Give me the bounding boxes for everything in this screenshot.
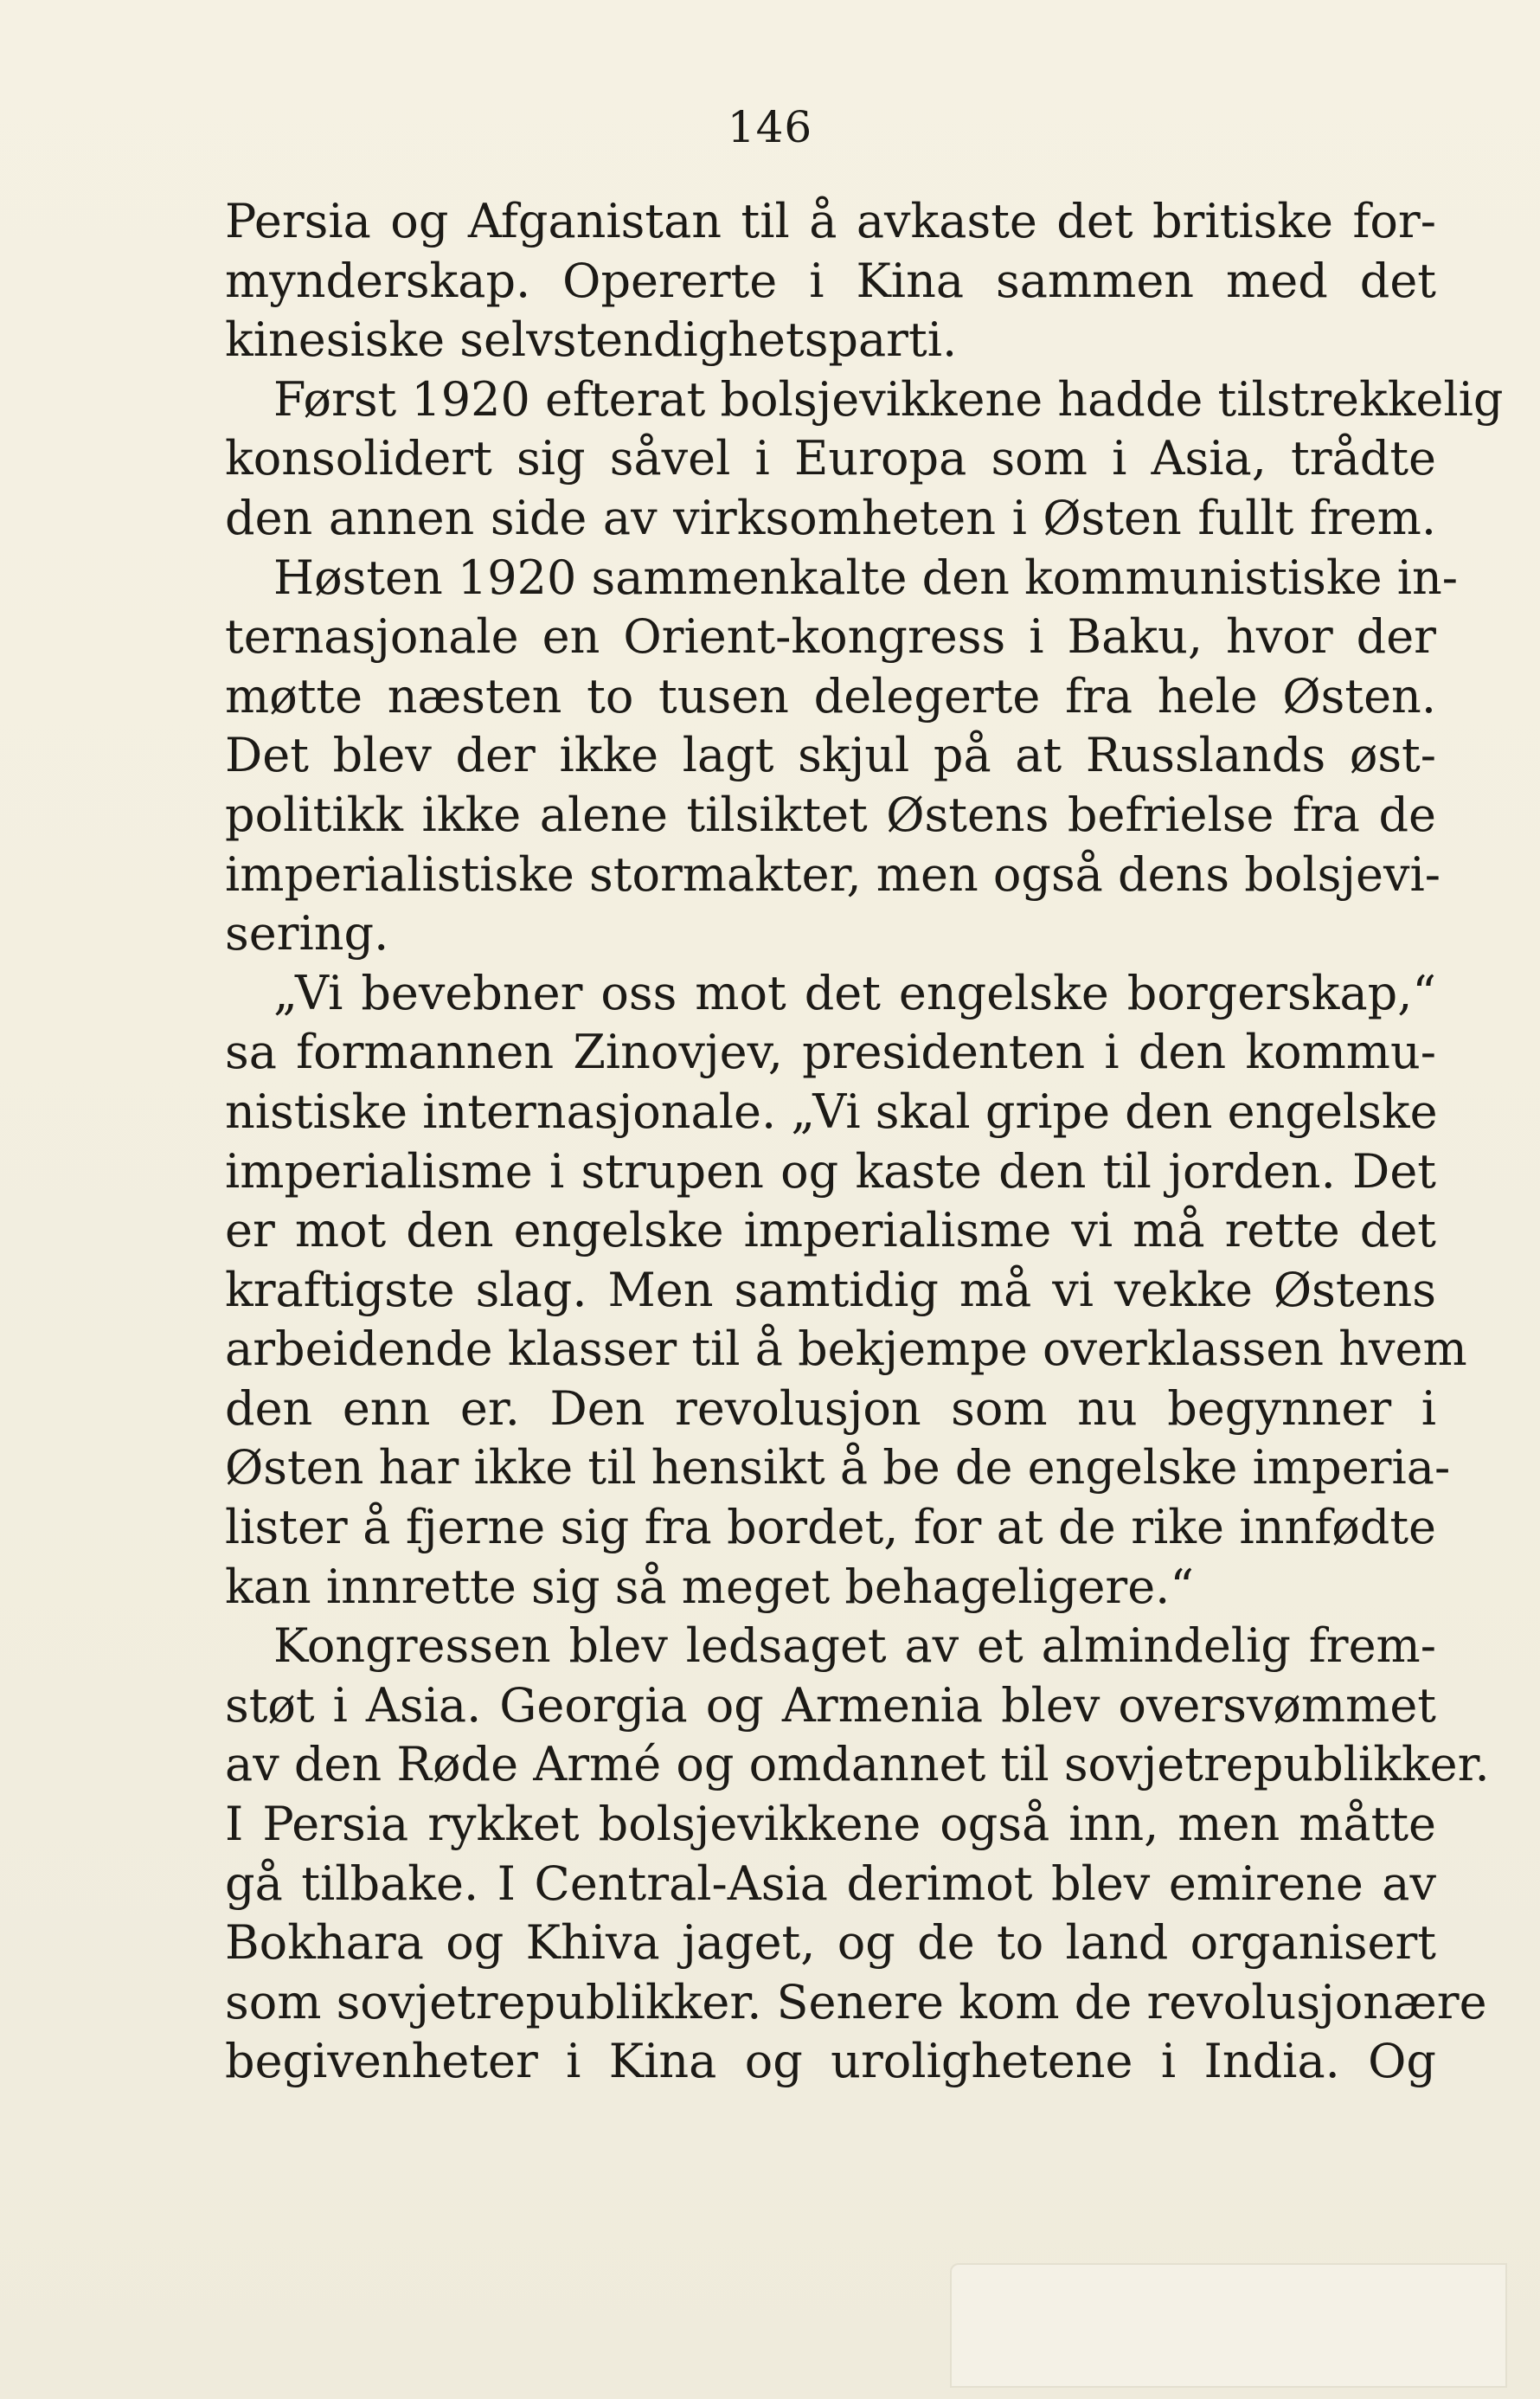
- library-stamp-outline: [950, 2263, 1507, 2388]
- text-line: mynderskap. Opererte i Kina sammen med det: [225, 253, 1436, 308]
- text-line: Først 1920 efterat bolsjevikkene hadde tilstrekkelig: [273, 371, 1504, 427]
- text-line: I Persia rykket bolsjevikkene også inn, men måtte: [225, 1797, 1436, 1852]
- text-line: konsolidert sig såvel i Europa som i Asia, trådte: [225, 431, 1436, 486]
- text-line: av den Røde Armé og omdannet til sovjetrepublikker.: [225, 1737, 1490, 1792]
- text-line: lister å fjerne sig fra bordet, for at de rike innfødte: [225, 1500, 1436, 1555]
- text-line: møtte næsten to tusen delegerte fra hele Østen.: [225, 668, 1436, 724]
- body-text: [225, 192, 1504, 2092]
- text-line: gå tilbake. I Central-Asia derimot blev emirene av: [225, 1856, 1436, 1911]
- text-line: Persia og Afganistan til å avkaste det britiske for-: [225, 194, 1436, 248]
- text-line: kan innrette sig så meget behageligere.“: [225, 1559, 1194, 1614]
- text-line: kraftigste slag. Men samtidig må vi vekke Østens: [225, 1262, 1436, 1317]
- text-line: imperialistiske stormakter, men også dens bolsjevi-: [225, 846, 1441, 902]
- text-line: imperialisme i strupen og kaste den til jorden. Det: [225, 1143, 1436, 1199]
- text-line: Østen har ikke til hensikt å be de engelske imperia-: [225, 1440, 1451, 1495]
- text-line: den enn er. Den revolusjon som nu begynner i: [225, 1380, 1436, 1436]
- text-line: som sovjetrepublikker. Senere kom de revolusjonære: [225, 1974, 1487, 2029]
- text-line: arbeidende klasser til å bekjempe overklassen hvem: [225, 1322, 1467, 1377]
- text-line: Det blev der ikke lagt skjul på at Russlands øst-: [225, 728, 1436, 783]
- text-line: politikk ikke alene tilsiktet Østens befrielse fra de: [225, 787, 1436, 842]
- text-line: Bokhara og Khiva jaget, og de to land organisert: [225, 1915, 1436, 1971]
- text-line: Høsten 1920 sammenkalte den kommunistiske in-: [273, 550, 1459, 605]
- text-line: sering.: [225, 906, 389, 962]
- text-line: ternasjonale en Orient-kongress i Baku, hvor der: [225, 609, 1436, 665]
- text-line: sa formannen Zinovjev, presidenten i den kommu-: [225, 1025, 1436, 1080]
- text-line: begivenheter i Kina og urolighetene i India. Og: [225, 2034, 1436, 2089]
- text-line: Kongressen blev ledsaget av et almindelig frem-: [273, 1618, 1436, 1674]
- page-number: 146: [727, 102, 813, 152]
- text-line: den annen side av virksomheten i Østen fullt frem.: [225, 490, 1436, 545]
- text-line: „Vi bevebner oss mot det engelske borgerskap,“: [273, 965, 1436, 1020]
- text-line: er mot den engelske imperialisme vi må rette det: [225, 1203, 1436, 1258]
- text-line: kinesiske selvstendighetsparti.: [225, 312, 958, 368]
- text-line: støt i Asia. Georgia og Armenia blev oversvømmet: [225, 1677, 1436, 1733]
- text-line: nistiske internasjonale. „Vi skal gripe den engelske: [225, 1084, 1438, 1139]
